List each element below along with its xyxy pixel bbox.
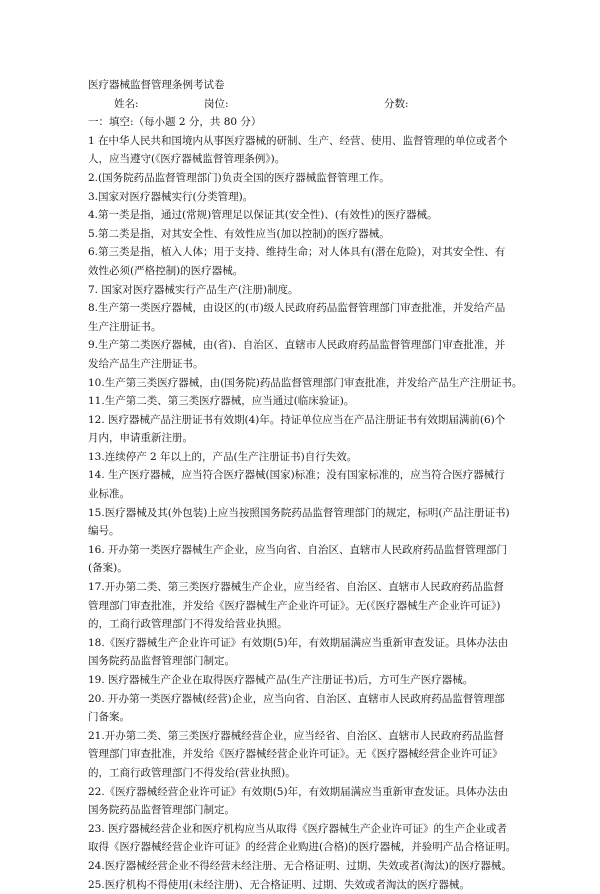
question-line: 13.连续停产 2 年以上的，产品(生产注册证书)自行失效。 [88, 450, 358, 463]
question-line: 17.开办第二类、第三类医疗器械生产企业，应当经省、自治区、直辖市人民政府药品监督 [88, 581, 504, 594]
question-line: 编号。 [88, 525, 120, 538]
question-line: 16. 开办第一类医疗器械生产企业，应当向省、自治区、直辖市人民政府药品监督管理部门 [88, 543, 508, 556]
question-line: 5.第二类是指，对其安全性、有效性应当(加以控制)的医疗器械。 [88, 227, 390, 240]
question-line: 14. 生产医疗器械，应当符合医疗器械(国家)标准；没有国家标准的，应当符合医疗器械行 [88, 469, 505, 482]
question-line: 3.国家对医疗器械实行(分类管理)。 [88, 190, 254, 203]
question-line: 业标准。 [88, 488, 130, 501]
question-line: 21.开办第二类、第三类医疗器械经营企业，应当经省、自治区、直辖市人民政府药品监督 [88, 729, 504, 742]
question-line: 7. 国家对医疗器械实行产品生产(注册)制度。 [88, 283, 299, 296]
post-label: 岗位: [204, 97, 229, 110]
question-line: 24.医疗器械经营企业不得经营未经注册、无合格证明、过期、失效或者(淘汰)的医疗器械。 [88, 859, 512, 872]
question-line: 生产注册证书。 [88, 320, 162, 333]
question-line: 取得《医疗器械经营企业许可证》的经营企业购进(合格)的医疗器械，并验明产品合格证明。 [88, 841, 517, 854]
score-label: 分数: [384, 97, 409, 110]
name-label: 姓名: [114, 97, 139, 110]
question-line: 9.生产第二类医疗器械，由(省)、自治区、直辖市人民政府药品监督管理部门审查批准，并 [88, 339, 506, 352]
question-line: 20. 开办第一类医疗器械(经营)企业，应当向省、自治区、直辖市人民政府药品监督管理部 [88, 692, 505, 705]
question-line: 管理部门审查批准，并发给《医疗器械生产企业许可证》。无(《医疗器械生产企业许可证》) [88, 599, 501, 612]
question-line: 1 在中华人民共和国境内从事医疗器械的研制、生产、经营、使用、监督管理的单位或者个 [88, 134, 508, 147]
question-line: 11.生产第二类、第三类医疗器械，应当通过(临床验证)。 [88, 395, 355, 408]
question-line: 25.医疗机构不得使用(未经注册)、无合格证明、过期、失效或者淘汰的医疗器械。 [88, 878, 470, 891]
question-line: 22.《医疗器械经营企业许可证》有效期(5)年，有效期届满应当重新审查发证。具体办法由 [88, 785, 509, 798]
question-line: 国务院药品监督管理部门制定。 [88, 804, 235, 817]
question-line: 月内，申请重新注册。 [88, 432, 193, 445]
question-line: (备案)。 [88, 562, 128, 575]
question-line: 国务院药品监督管理部门制定。 [88, 655, 235, 668]
question-line: 发给产品生产注册证书。 [88, 357, 204, 370]
question-line: 的，工商行政管理部门不得发给(营业执照)。 [88, 766, 296, 779]
question-line: 18.《医疗器械生产企业许可证》有效期(5)年，有效期届满应当重新审查发证。具体办法由 [88, 636, 509, 649]
question-line: 10.生产第三类医疗器械，由(国务院)药品监督管理部门审查批准，并发给产品生产注册证书。 [88, 376, 523, 389]
question-line: 的，工商行政管理部门不得发给营业执照。 [88, 618, 288, 631]
question-line: 人，应当遵守(《医疗器械监督管理条例》)。 [88, 153, 286, 166]
question-line: 6.第三类是指，植入人体；用于支持、维持生命；对人体具有(潜在危险)，对其安全性、有 [88, 246, 506, 259]
exam-paper [88, 76, 523, 894]
question-line: 效性必须(严格控制)的医疗器械。 [88, 264, 244, 277]
question-line: 4.第一类是指，通过(常规)管理足以保证其(安全性)、(有效性)的医疗器械。 [88, 209, 438, 222]
question-line: 门备案。 [88, 711, 130, 724]
question-line: 15.医疗器械及其(外包装)上应当按照国务院药品监督管理部门的规定，标明(产品注册证书) [88, 506, 510, 519]
question-line: 管理部门审查批准，并发给《医疗器械经营企业许可证》。无《医疗器械经营企业许可证》 [88, 748, 503, 761]
question-line: 19. 医疗器械生产企业在取得医疗器械产品(生产注册证书)后，方可生产医疗器械。 [88, 674, 474, 686]
question-line: 2.(国务院药品监督管理部门)负责全国的医疗器械监督管理工作。 [88, 171, 390, 184]
question-line: 12. 医疗器械产品注册证书有效期(4)年。持证单位应当在产品注册证书有效期届满前(6)个 [88, 413, 506, 426]
page-title: 医疗器械监督管理条例考试卷 [88, 79, 225, 91]
question-line: 23. 医疗器械经营企业和医疗机构应当从取得《医疗器械生产企业许可证》的生产企业或者 [88, 822, 508, 835]
section-heading: 一：填空:（每小题 2 分，共 80 分） [88, 116, 262, 129]
exam-meta-row [88, 95, 520, 114]
question-line: 8.生产第一类医疗器械，由设区的(市)级人民政府药品监督管理部门审查批准，并发给产品 [88, 302, 506, 315]
